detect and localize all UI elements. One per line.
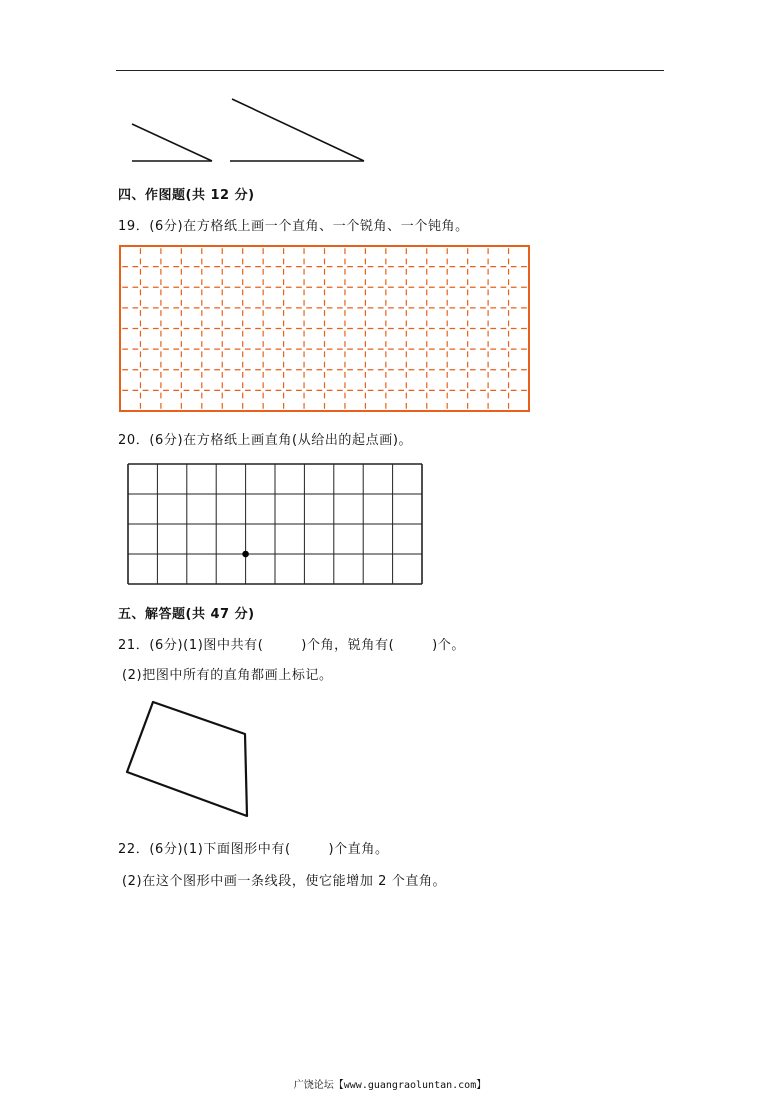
footer-text: 广饶论坛【www.guangraoluntan.com】	[293, 1080, 487, 1091]
section4-title: 四、作图题(共 12 分)	[118, 188, 255, 203]
q22-line1: 22．(6分)(1)下面图形中有( )个直角。	[118, 842, 389, 857]
q21-line2: (2)把图中所有的直角都画上标记。	[122, 668, 333, 683]
quadrilateral-shape	[127, 702, 247, 816]
q22-line2: (2)在这个图形中画一条线段，使它能增加 2 个直角。	[122, 874, 447, 889]
section5-title: 五、解答题(共 47 分)	[118, 607, 255, 622]
q20-text: 20．(6分)在方格纸上画直角(从给出的起点画)。	[118, 433, 413, 448]
q21-line1: 21．(6分)(1)图中共有( )个角，锐角有( )个。	[118, 638, 465, 653]
q19-text: 19．(6分)在方格纸上画一个直角、一个锐角、一个钝角。	[118, 219, 469, 234]
